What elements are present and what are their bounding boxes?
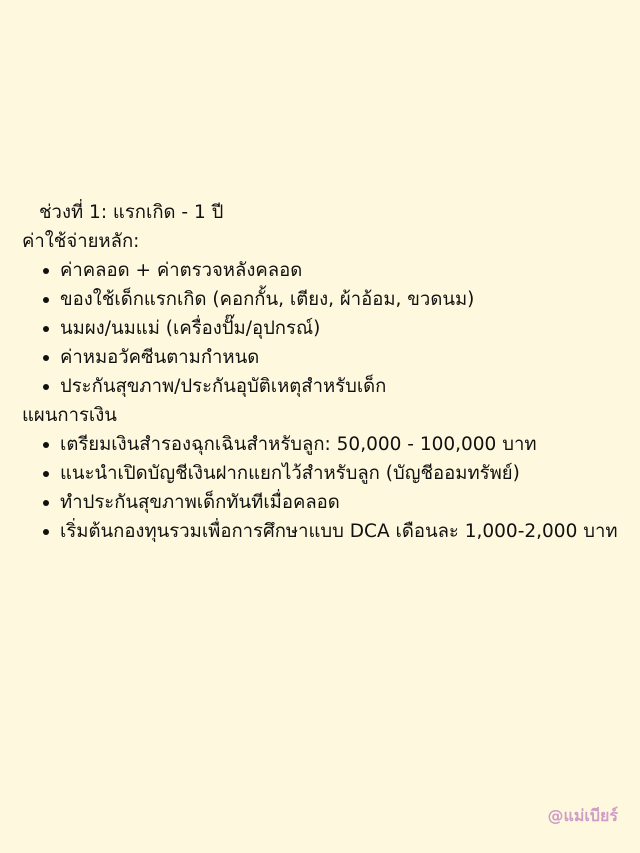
author-watermark: @แม่เบียร์: [547, 806, 618, 825]
main-expenses-list: [22, 256, 622, 401]
list-item: ของใช้เด็กแรกเกิด (คอกกั้น, เตียง, ผ้าอ้อม, ขวดนม): [22, 285, 622, 314]
section-title-main-expenses: ค่าใช้จ่ายหลัก:: [22, 231, 140, 252]
section-title-financial-plan: แผนการเงิน: [22, 405, 117, 426]
list-item: เตรียมเงินสำรองฉุกเฉินสำหรับลูก: 50,000 - 100,000 บาท: [22, 430, 622, 459]
list-item: ค่าหมอวัคซีนตามกำหนด: [22, 343, 622, 372]
document-body: [22, 198, 622, 546]
list-item: เริ่มต้นกองทุนรวมเพื่อการศึกษาแบบ DCA เดือนละ 1,000-2,000 บาท: [22, 517, 622, 546]
list-item: ประกันสุขภาพ/ประกันอุบัติเหตุสำหรับเด็ก: [22, 372, 622, 401]
financial-plan-list: [22, 430, 622, 546]
list-item: ทำประกันสุขภาพเด็กทันทีเมื่อคลอด: [22, 488, 622, 517]
list-item: แนะนำเปิดบัญชีเงินฝากแยกไว้สำหรับลูก (บัญชีออมทรัพย์): [22, 459, 622, 488]
list-item: ค่าคลอด + ค่าตรวจหลังคลอด: [22, 256, 622, 285]
list-item: นมผง/นมแม่ (เครื่องปั๊ม/อุปกรณ์): [22, 314, 622, 343]
page-heading: ช่วงที่ 1: แรกเกิด - 1 ปี: [39, 202, 224, 223]
